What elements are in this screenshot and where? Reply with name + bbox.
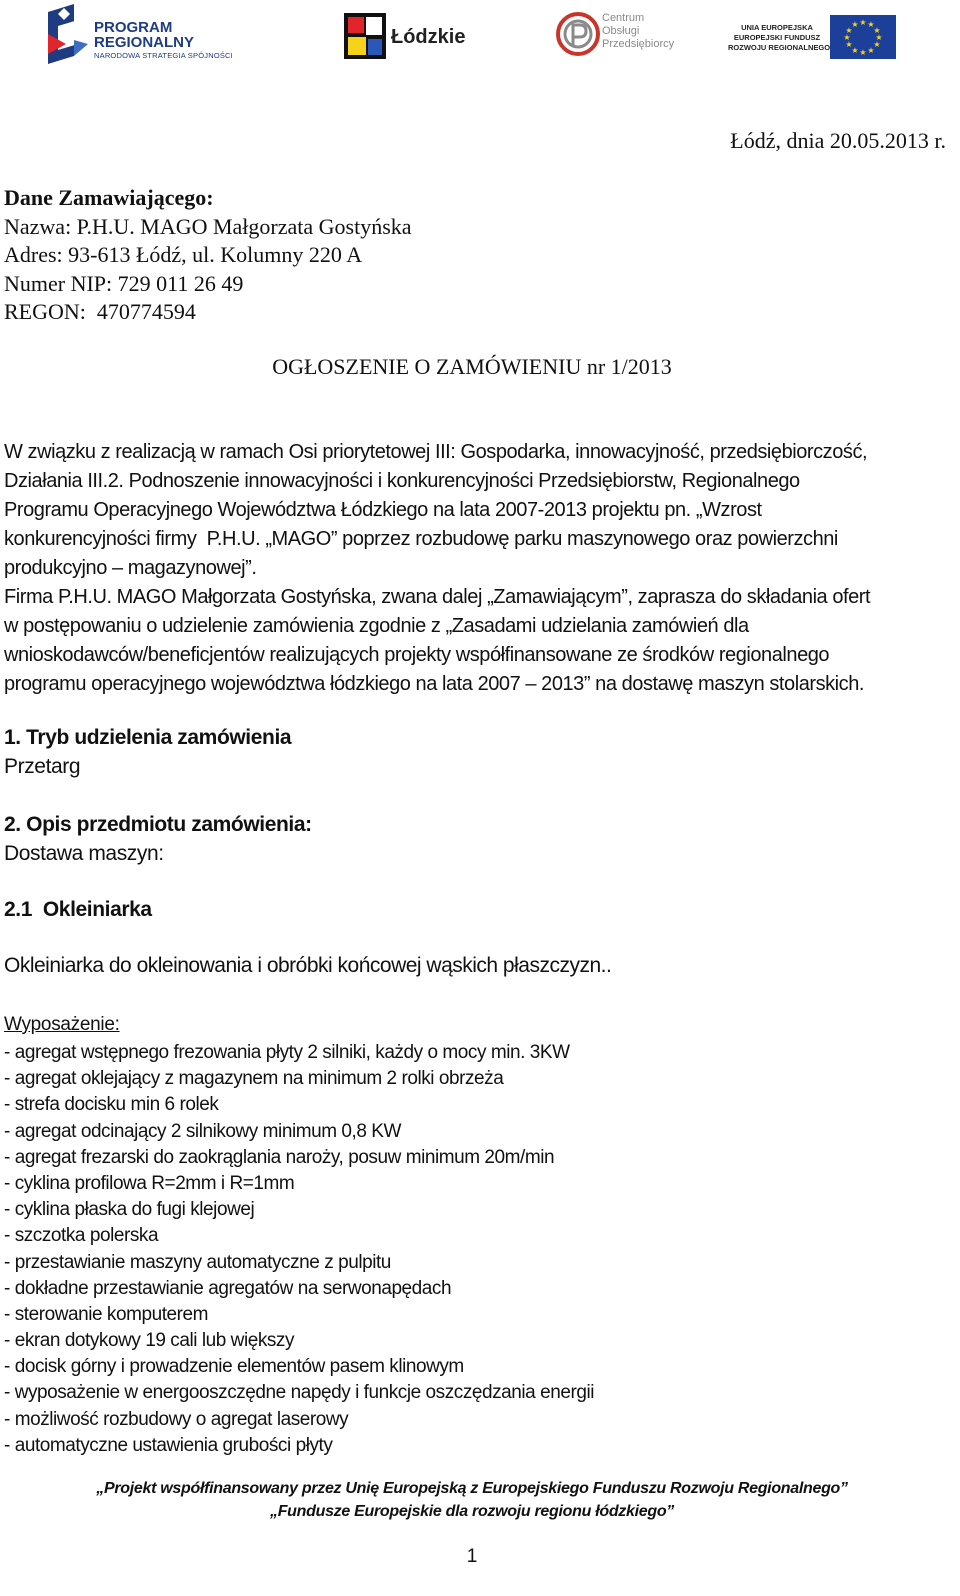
- buyer-regon: REGON: 470774594: [4, 299, 196, 325]
- svg-text:★: ★: [873, 40, 881, 49]
- equipment-label: Wyposażenie:: [4, 1014, 120, 1035]
- intro-line: Firma P.H.U. MAGO Małgorzata Gostyńska, zwana dalej „Zamawiającym”, zaprasza do składania ofert: [4, 586, 871, 608]
- svg-text:★: ★: [875, 33, 883, 42]
- eu-flag-icon: [830, 15, 896, 59]
- equipment-item: - sterowanie komputerem: [4, 1303, 209, 1325]
- intro-line: wnioskodawców/beneficjentów realizujących projekty współfinansowane ze środków regionalnego: [4, 644, 830, 666]
- equipment-item: - agregat wstępnego frezowania płyty 2 silniki, każdy o mocy min. 3KW: [4, 1042, 570, 1063]
- equipment-item: - cyklina profilowa R=2mm i R=1mm: [4, 1172, 295, 1194]
- section-2-text: Dostawa maszyn:: [4, 842, 164, 865]
- equipment-item: - wyposażenie w energooszczędne napędy i funkcje oszczędzania energii: [4, 1382, 594, 1404]
- equipment-item: - przestawianie maszyny automatyczne z pulpitu: [4, 1251, 391, 1273]
- centrum-line3: Przedsiębiorcy: [602, 38, 675, 50]
- intro-line: w postępowaniu o udzielenie zamówienia zgodnie z „Zasadami udzielania zamówień dla: [4, 615, 749, 637]
- equipment-item: - możliwość rozbudowy o agregat laserowy: [4, 1408, 349, 1430]
- buyer-address: Adres: 93-613 Łódź, ul. Kolumny 220 A: [4, 242, 363, 268]
- equipment-item: - ekran dotykowy 19 cali lub większy: [4, 1330, 295, 1352]
- section-1-text: Przetarg: [4, 755, 81, 778]
- document-title: OGŁOSZENIE O ZAMÓWIENIU nr 1/2013: [272, 354, 672, 379]
- svg-text:★: ★: [845, 40, 853, 49]
- svg-text:★: ★: [867, 46, 875, 55]
- program-regionalny-line1: PROGRAM: [94, 19, 173, 36]
- svg-text:★: ★: [843, 33, 851, 42]
- eu-line2: EUROPEJSKI FUNDUSZ: [733, 33, 821, 42]
- section-2-1-text: Okleiniarka do okleinowania i obróbki końcowej wąskich płaszczyzn..: [4, 954, 612, 977]
- eu-logo: [728, 14, 898, 60]
- svg-text:★: ★: [859, 18, 867, 27]
- program-regionalny-line2: REGIONALNY: [94, 34, 195, 51]
- page-number: 1: [466, 1546, 478, 1567]
- section-2-1-heading: 2.1 Okleiniarka: [4, 898, 152, 921]
- svg-text:★: ★: [859, 48, 867, 57]
- equipment-item: - szczotka polerska: [4, 1225, 159, 1247]
- equipment-item: - agregat oklejający z magazynem na minimum 2 rolki obrzeża: [4, 1068, 504, 1090]
- footer-line-2: „Fundusze Europejskie dla rozwoju regionu łódzkiego”: [270, 1503, 674, 1520]
- equipment-item: - docisk górny i prowadzenie elementów pasem klinowym: [4, 1356, 464, 1378]
- equipment-item: - agregat frezarski do zaokrąglania naroży, posuw minimum 20m/min: [4, 1146, 555, 1168]
- logo-bar: [0, 0, 960, 78]
- buyer-name: Nazwa: P.H.U. MAGO Małgorzata Gostyńska: [4, 213, 412, 239]
- lodzkie-logo: [344, 13, 474, 59]
- centrum-obslugi-emblem-icon: [556, 10, 600, 58]
- eu-line1: UNIA EUROPEJSKA: [741, 23, 813, 32]
- svg-text:★: ★: [851, 20, 859, 29]
- centrum-obslugi-logo: [556, 10, 676, 60]
- equipment-item: - strefa docisku min 6 rolek: [4, 1094, 219, 1116]
- intro-line: Działania III.2. Podnoszenie innowacyjności i konkurencyjności Przedsiębiorstw, Regionalnego: [4, 470, 800, 492]
- section-2-heading: 2. Opis przedmiotu zamówienia:: [4, 813, 312, 836]
- intro-paragraph: [4, 438, 944, 699]
- centrum-line1: Centrum: [602, 12, 645, 24]
- svg-text:★: ★: [845, 26, 853, 35]
- section-1-heading: 1. Tryb udzielenia zamówienia: [4, 726, 292, 749]
- centrum-line2: Obsługi: [602, 25, 640, 37]
- svg-text:★: ★: [873, 26, 881, 35]
- program-regionalny-line3: NARODOWA STRATEGIA SPÓJNOŚCI: [94, 51, 233, 60]
- equipment-item: - agregat odcinający 2 silnikowy minimum 0,8 KW: [4, 1120, 402, 1142]
- buyer-block: [4, 184, 412, 327]
- intro-line: konkurencyjności firmy P.H.U. „MAGO” poprzez rozbudowę parku maszynowego oraz powierzchni: [4, 528, 838, 550]
- equipment-item: - automatyczne ustawienia grubości płyty: [4, 1434, 333, 1456]
- lodzkie-emblem-icon: [344, 13, 386, 59]
- equipment-list: [4, 1040, 594, 1459]
- buyer-heading: Dane Zamawiającego:: [4, 185, 214, 210]
- lodzkie-label: Łódzkie: [391, 26, 466, 48]
- equipment-item: - dokładne przestawianie agregatów na serwonapędach: [4, 1277, 452, 1299]
- program-regionalny-logo: [44, 4, 234, 64]
- program-regionalny-emblem-icon: [44, 4, 90, 64]
- intro-line: Programu Operacyjnego Województwa Łódzkiego na lata 2007-2013 projektu pn. „Wzrost: [4, 499, 762, 521]
- intro-line: programu operacyjnego województwa łódzkiego na lata 2007 – 2013” na dostawę maszyn stolarskich.: [4, 673, 864, 695]
- footer-line-1: „Projekt współfinansowany przez Unię Europejską z Europejskiego Funduszu Rozwoju Regionalnego”: [96, 1480, 848, 1497]
- buyer-nip: Numer NIP: 729 011 26 49: [4, 270, 244, 296]
- intro-line: W związku z realizacją w ramach Osi priorytetowej III: Gospodarka, innowacyjność, przedsiębiorczość,: [4, 441, 868, 463]
- svg-text:★: ★: [867, 20, 875, 29]
- svg-text:★: ★: [851, 46, 859, 55]
- eu-line3: ROZWOJU REGIONALNEGO: [728, 43, 831, 52]
- equipment-item: - cyklina płaska do fugi klejowej: [4, 1199, 255, 1221]
- document-date: Łódź, dnia 20.05.2013 r.: [730, 128, 946, 153]
- intro-line: produkcyjno – magazynowej”.: [4, 557, 257, 579]
